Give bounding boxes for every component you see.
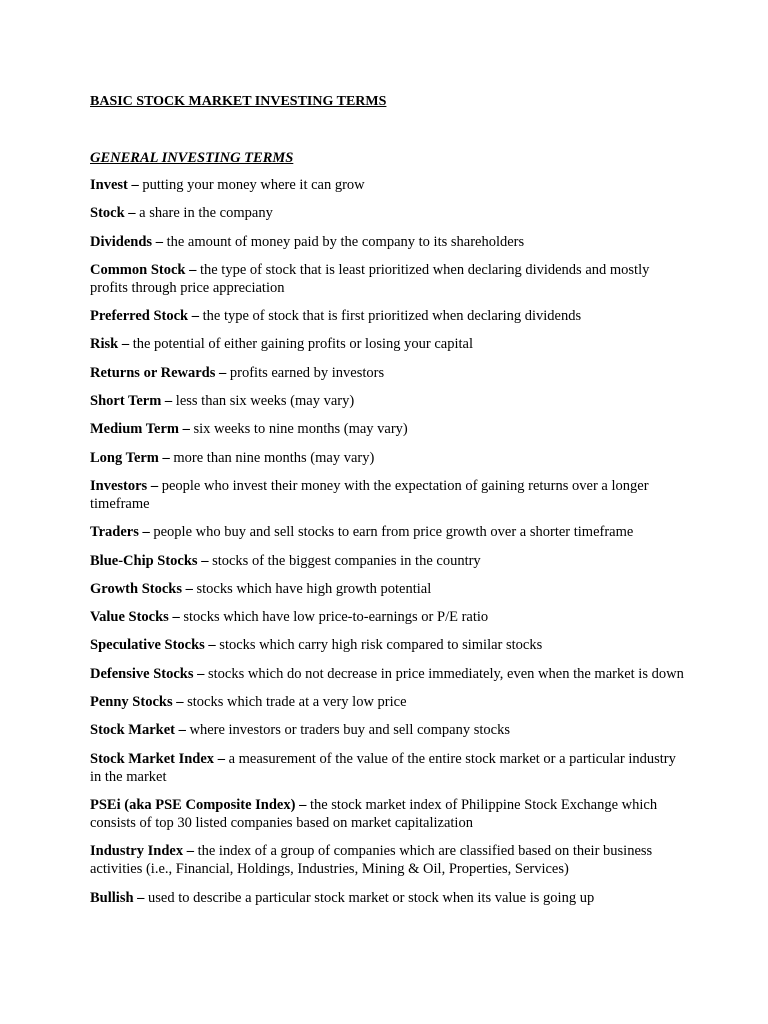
term-definition: stocks which have low price-to-earnings or P/E ratio [183, 609, 489, 626]
document-page [90, 93, 690, 917]
term-definition: more than nine months (may vary) [173, 449, 375, 466]
term-entry [90, 523, 690, 541]
term-entry [90, 176, 690, 194]
term-definition: the index of a group of companies which are classified based on their business activities (i.e., Financial, Holdings, Industries, Mining & Oil, Properties, Services) [90, 843, 653, 878]
term-definition: the type of stock that is least prioritized when declaring dividends and mostly profits through price appreciation [90, 261, 650, 296]
term-entry [90, 750, 690, 786]
term-name: Blue-Chip Stocks [90, 552, 198, 569]
term-separator: – [168, 609, 184, 626]
term-separator: – [118, 336, 133, 353]
term-separator: – [214, 750, 229, 767]
term-entry [90, 693, 690, 711]
term-definition: stocks which have high growth potential [196, 580, 432, 597]
term-separator: – [193, 665, 209, 682]
term-separator: – [147, 477, 162, 494]
term-name: Common Stock [90, 261, 186, 278]
term-entry [90, 420, 690, 438]
term-separator: – [179, 421, 194, 438]
term-name: Preferred Stock [90, 308, 189, 325]
term-name: Invest [90, 177, 128, 193]
term-name: Medium Term [90, 421, 180, 438]
term-definition: the potential of either gaining profits or losing your capital [132, 336, 473, 353]
term-separator: – [181, 580, 197, 597]
term-separator: – [133, 889, 149, 906]
term-entry [90, 580, 690, 598]
term-name: Value Stocks [90, 609, 169, 626]
term-separator: – [124, 205, 140, 222]
term-definition: the stock market index of Philippine Stock Exchange which consists of top 30 listed companies based on market capitalization [90, 796, 658, 831]
term-entry [90, 261, 690, 297]
term-name: Traders [90, 524, 139, 541]
term-separator: – [185, 261, 200, 278]
term-entry [90, 721, 690, 739]
term-definition: people who invest their money with the expectation of gaining returns over a longer timeframe [90, 477, 649, 512]
term-name: Defensive Stocks [90, 665, 194, 682]
term-entry [90, 204, 690, 222]
term-name: Industry Index [90, 843, 184, 860]
term-entry [90, 796, 690, 832]
term-separator: – [172, 694, 188, 711]
term-separator: – [183, 843, 198, 860]
term-entry [90, 307, 690, 325]
term-name: Risk [90, 336, 119, 353]
term-definition: a measurement of the value of the entire stock market or a particular industry in the market [90, 750, 676, 785]
term-separator: – [152, 233, 167, 250]
term-entry [90, 477, 690, 513]
document-title: BASIC STOCK MARKET INVESTING TERMS [90, 94, 387, 109]
term-definition: stocks of the biggest companies in the country [212, 552, 481, 569]
term-entry [90, 636, 690, 654]
term-name: Growth Stocks [90, 580, 182, 597]
term-separator: – [197, 552, 213, 569]
term-separator: – [174, 722, 190, 739]
term-definition: a share in the company [139, 205, 273, 222]
term-separator: – [295, 796, 310, 813]
term-entry [90, 889, 690, 907]
term-definition: where investors or traders buy and sell company stocks [189, 722, 510, 739]
term-entry [90, 449, 690, 467]
term-definition: putting your money where it can grow [142, 177, 365, 193]
term-name: Speculative Stocks [90, 637, 205, 654]
section-title: GENERAL INVESTING TERMS [90, 150, 294, 166]
term-separator: – [138, 524, 154, 541]
term-entry [90, 552, 690, 570]
term-entry [90, 608, 690, 626]
term-separator: – [188, 308, 203, 325]
term-definition: profits earned by investors [229, 364, 385, 381]
term-separator: – [127, 177, 143, 193]
term-definition: people who buy and sell stocks to earn from price growth over a shorter timeframe [153, 524, 634, 541]
terms-list [90, 176, 690, 907]
term-name: Penny Stocks [90, 694, 173, 711]
term-definition: the amount of money paid by the company to its shareholders [166, 233, 525, 250]
term-entry [90, 392, 690, 410]
term-definition: used to describe a particular stock market or stock when its value is going up [148, 889, 595, 906]
term-definition: less than six weeks (may vary) [175, 393, 355, 410]
term-entry [90, 842, 690, 878]
term-definition: the type of stock that is first prioritized when declaring dividends [202, 308, 582, 325]
term-name: Bullish [90, 889, 134, 906]
term-name: Long Term [90, 449, 159, 466]
term-entry [90, 364, 690, 382]
term-name: Returns or Rewards [90, 364, 216, 381]
term-entry [90, 335, 690, 353]
term-separator: – [215, 364, 230, 381]
term-name: Stock Market [90, 722, 175, 739]
term-definition: stocks which do not decrease in price immediately, even when the market is down [208, 665, 684, 682]
term-definition: six weeks to nine months (may vary) [193, 421, 408, 438]
term-name: PSEi (aka PSE Composite Index) [90, 796, 296, 813]
term-name: Stock [90, 205, 125, 222]
term-entry [90, 665, 690, 683]
term-name: Investors [90, 477, 148, 494]
term-definition: stocks which trade at a very low price [187, 694, 407, 711]
term-name: Stock Market Index [90, 750, 215, 767]
term-name: Short Term [90, 393, 162, 410]
term-entry [90, 233, 690, 251]
term-definition: stocks which carry high risk compared to similar stocks [219, 637, 543, 654]
term-name: Dividends [90, 233, 153, 250]
term-separator: – [204, 637, 220, 654]
term-separator: – [158, 449, 174, 466]
term-separator: – [161, 393, 176, 410]
